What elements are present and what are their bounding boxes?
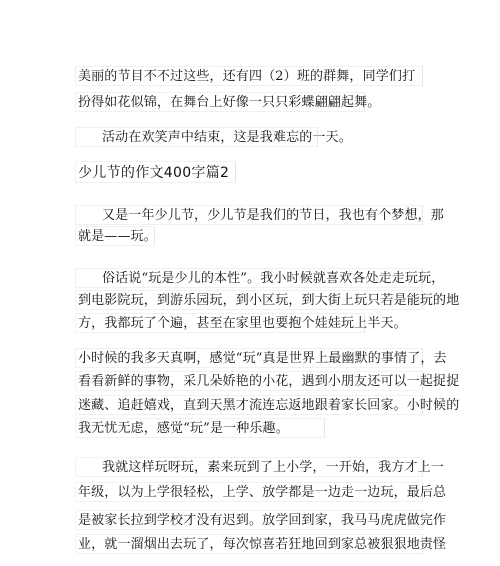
line-12: 迷藏、追赶嬉戏，直到天黑才流连忘返地跟着家长回家。小时候的 bbox=[75, 395, 423, 415]
line-2: 扮得如花似锦，在舞台上好像一只只彩蝶翩翩起舞。 bbox=[75, 92, 365, 112]
line-9: 方，我都玩了个遍，甚至在家里也要抱个娃娃玩上半天。 bbox=[75, 313, 365, 333]
line-5: 又是一年少儿节，少儿节是我们的节日，我也有个梦想，那 bbox=[75, 205, 423, 225]
line-13: 我无忧无虑，感觉“玩”是一种乐趣。 bbox=[75, 418, 325, 438]
line-1: 美丽的节目不不过这些，还有四（2）班的群舞，同学们打 bbox=[75, 66, 423, 86]
line-15: 年级，以为上学很轻松，上学、放学都是一边走一边玩，最后总 bbox=[75, 482, 423, 502]
line-8: 到电影院玩，到游乐园玩，到小区玩，到大街上玩只若是能玩的地 bbox=[75, 290, 423, 310]
line-7: 俗话说“玩是少儿的本性”。我小时候就喜欢各处走走玩玩， bbox=[75, 268, 423, 288]
line-10: 小时候的我多天真啊，感觉“玩”真是世界上最幽默的事情了，去 bbox=[75, 348, 423, 368]
line-3: 活动在欢笑声中结束，这是我难忘的一天。 bbox=[75, 127, 318, 147]
line-11: 看看新鲜的事物，采几朵娇艳的小花，遇到小朋友还可以一起捉捉 bbox=[75, 371, 423, 391]
line-14: 我就这样玩呀玩，素来玩到了上小学，一开始，我方才上一 bbox=[75, 457, 423, 477]
section-heading: 少儿节的作文400字篇2 bbox=[75, 161, 236, 183]
line-16: 是被家长拉到学校才没有迟到。放学回到家，我马马虎虎做完作 bbox=[75, 510, 423, 530]
line-6: 就是——玩。 bbox=[75, 226, 155, 246]
line-17: 业，就一溜烟出去玩了，每次惊喜若狂地回到家总被狠狠地责怪 bbox=[75, 534, 423, 554]
